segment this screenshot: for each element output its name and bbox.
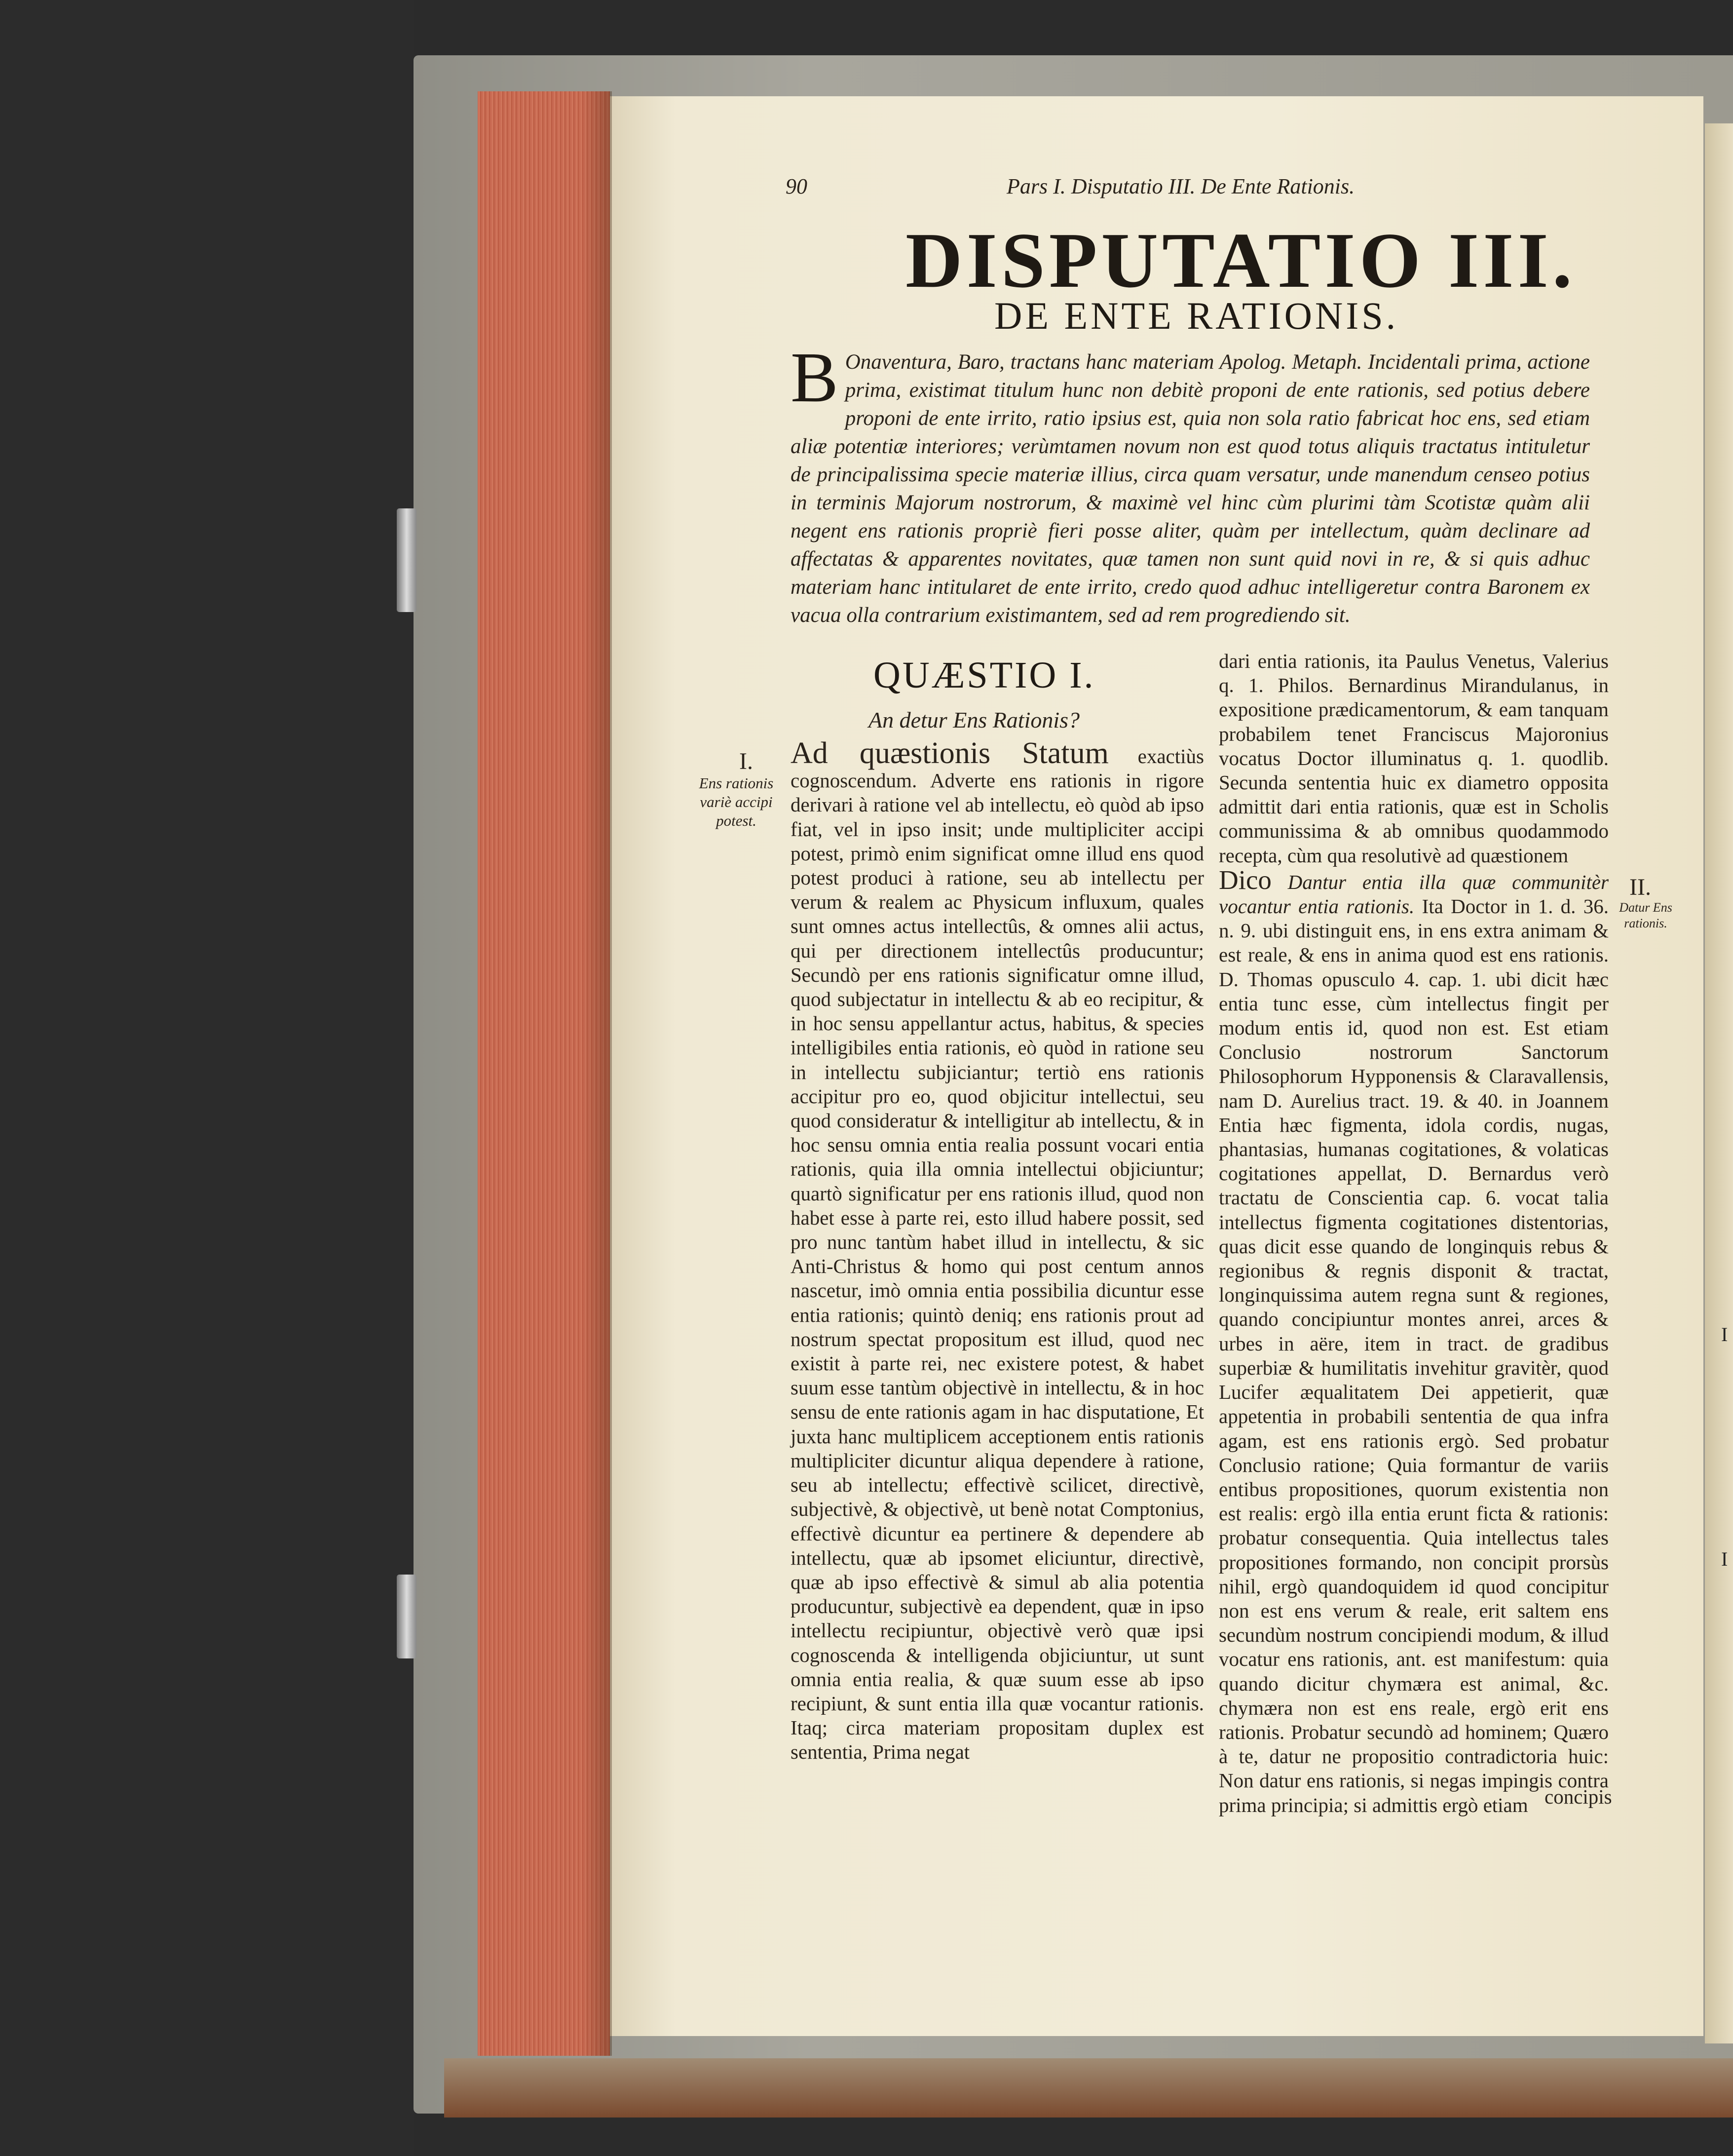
- facing-page-fragment-2: I: [1721, 1548, 1728, 1570]
- drop-cap: B: [791, 338, 838, 417]
- catchword: concipis: [1545, 1785, 1612, 1808]
- intro-text: Onaventura, Baro, tractans hanc materiam Apolog. Metaph. Incidentali prima, actione prima, existimat titulum hunc non debitè proponi de ente rationis, sed potius debere proponi de ente irrito, ratio ipsius est, quia non sola ratio fabricat hoc ens, sed etiam aliæ potentiæ interiores; verùmtamen novum non est quod totus aliquis tractatus intituletur de principalissima specie materiæ illius, circa quam versatur, unde manendum censeo potius in terminis Majorum nostrorum, & maximè vel hinc cùm plurimi tàm Scotistæ quàm alii negent ens rationis propriè fieri posse aliter, quàm per intellectum, quàm declinare ad affectatas & apparentes novitates, quæ tamen non sunt quid novi in re, & si quis adhuc materiam hanc intitularet de ente irrito, credo quod adhuc intelligeretur contra Baronem ex vacua olla contrarium existimantem, sed ad rem progrediendo sit.: [791, 350, 1590, 627]
- left-column: [791, 736, 1204, 1765]
- clasp-bottom: [397, 1575, 416, 1658]
- quaestio-subheading: An detur Ens Rationis?: [868, 707, 1080, 732]
- disputatio-title: DISPUTATIO III.: [905, 216, 1576, 304]
- right-column-text-2: Ita Doctor in 1. d. 36. n. 9. ubi distinguit ens, in ens extra animam & est reale, & ens in anima quod est ens rationis. D. Thomas opusculo 4. cap. 1. ubi dicit hæc entia tunc esse, cùm intellectus fingit per modum entis id, quod non est. Est etiam Conclusio nostrorum Sanctorum Philosophorum Hypponensis & Claravallensis, nam D. Aurelius tract. 19. & 40. in Joannem Entia hæc figmenta, idola cordis, nugas, phantasias, humanas cogitationes, & volaticas cogitationes appellat, D. Bernardus verò tractatu de Conscientia cap. 6. vocat talia intellectus figmenta cogitationes distentorias, quas dicit esse quando de longinquis rebus & regionibus & regnis disponit & tractat, longinquissima autem regna sunt & regiones, quando concipiuntur montes anrei, arces & urbes in aëre, item in tract. de gradibus superbiæ & humilitatis invehitur gravitèr, quod Lucifer æqualitatem Dei appetierit, quæ appetentia in probabili sententia de qua infra agam, est ens rationis ergò. Sed probatur Conclusio ratione; Quia formantur de variis entibus propositiones, quorum existentia non est realis: ergò illa entia erunt ficta & rationis: probatur consequentia. Quia intellectus tales propositiones formando, non concipit prorsùs nihil, ergò quandoquidem id quod concipitur non est ens verum & reale, erit saltem ens secundùm nostrum concipiendi modum, & illud vocatur ens rationis, ant. est manifestum: quia quando dicitur chymæra est animal, &c. chymæra non est ens reale, ergò erit ens rationis. Probatur secundò ad hominem; Quæro à te, datur ne propositio contradictoria huic: Non datur ens rationis, si negas impingis contra prima principia; si admittis ergò etiam: [1219, 895, 1609, 1816]
- book-cover-bottom-edge: [444, 2058, 1733, 2118]
- running-head: Pars I. Disputatio III. De Ente Rationis.: [1007, 174, 1355, 198]
- dark-background: [0, 0, 414, 2156]
- page-number: 90: [786, 174, 807, 198]
- right-column-text-1: dari entia rationis, ita Paulus Venetus, Valerius q. 1. Philos. Bernardinus Mirandulanus, in expositione prædicamentorum, & eam tanquam probabilem tenet Franciscus Majoronius vocatus Doctor illuminatus q. 1. quodlib. Secunda sententia huic ex diametro opposita admittit dari entia rationis, quæ est in Scholis communissima & ab omnibus quodammodo recepta, cùm qua resolutivè ad quæstionem: [1219, 650, 1609, 867]
- dico-conclusion: Dantur entia illa quæ communitèr vocantur entia rationis.: [1219, 870, 1609, 918]
- margin-note-2: Datur Ens rationis.: [1619, 900, 1672, 930]
- quaestio-heading: QUÆSTIO I.: [873, 654, 1095, 696]
- margin-note-number-2: II.: [1629, 874, 1651, 900]
- page-gutter-shadow: [582, 91, 612, 2056]
- intro-paragraph: [791, 338, 1590, 629]
- facing-page-edge: [1705, 123, 1733, 2043]
- right-column: [1219, 649, 1609, 1817]
- left-column-lead: Ad quæstionis Statum: [791, 736, 1109, 770]
- dico-lead: Dico: [1219, 864, 1272, 895]
- clasp-top: [397, 508, 416, 612]
- margin-note-1: Ens rationis variè accipi potest.: [699, 774, 774, 829]
- disputatio-subtitle: DE ENTE RATIONIS.: [994, 294, 1399, 337]
- facing-page-fragment-1: I: [1721, 1323, 1728, 1346]
- margin-note-number-1: I.: [739, 748, 753, 774]
- left-column-text: exactiùs cognoscendum. Adverte ens rationis in rigore derivari à ratione vel ab intellectu, eò quòd ab ipso fiat, vel in ipso insit; unde multipliciter accipi potest, primò enim significat omne illud ens quod potest produci à ratione, seu ab intellectu per verum & realem ac Physicum influxum, quales sunt omnes actus intellectûs, & omnes alii actus, qui per directionem intellectûs producuntur; Secundò per ens rationis significatur omne illud, quod subjectatur in intellectu & ab eo recipitur, & in hoc sensu appellantur actus, habitus, & species intelligibiles entia rationis, eò quòd in ratione seu in intellectu subjiciantur; tertiò ens rationis accipitur pro eo, quod objicitur intellectui, seu quod consideratur & intelligitur ab intellectu, & in hoc sensu omnia entia realia possunt vocari entia rationis, quia illa omnia intellectui objiciuntur; quartò significatur per ens rationis illud, quod non habet esse à parte rei, esto illud habere possit, sed pro nunc tantùm habet illud in intellectu, & sic Anti-Christus & homo qui post centum annos nascetur, imò omnia entia possibilia dicuntur esse entia rationis; quintò deniq; ens rationis prout ad nostrum spectat propositum est illud, quod nec existit à parte rei, nec existere potest, & habet suum esse tantùm objectivè in intellectu, & in hoc sensu de ente rationis agam in hac disputatione, Et juxta hanc multiplicem acceptionem entis rationis multipliciter dicuntur aliqua dependere à ratione, seu ab intellectu; effectivè scilicet, directivè, subjectivè, & objectivè, ut benè notat Comptonius, effectivè dicuntur ea pertinere & dependere ab intellectu, quæ ab ipsomet eliciuntur, directivè, quæ ab ipso effectivè & simul ab alia potentia producuntur, subjectivè ea dependent, quæ in ipso intellectu recipiuntur, objectivè verò quæ ipsi cognoscenda & intelligenda objiciuntur, ut sunt omnia entia realia, & quæ suum esse ab ipso recipiunt, & sunt entia illa quæ vocantur rationis. Itaq; circa materiam propositam duplex est sententia, Prima negat: [791, 745, 1204, 1764]
